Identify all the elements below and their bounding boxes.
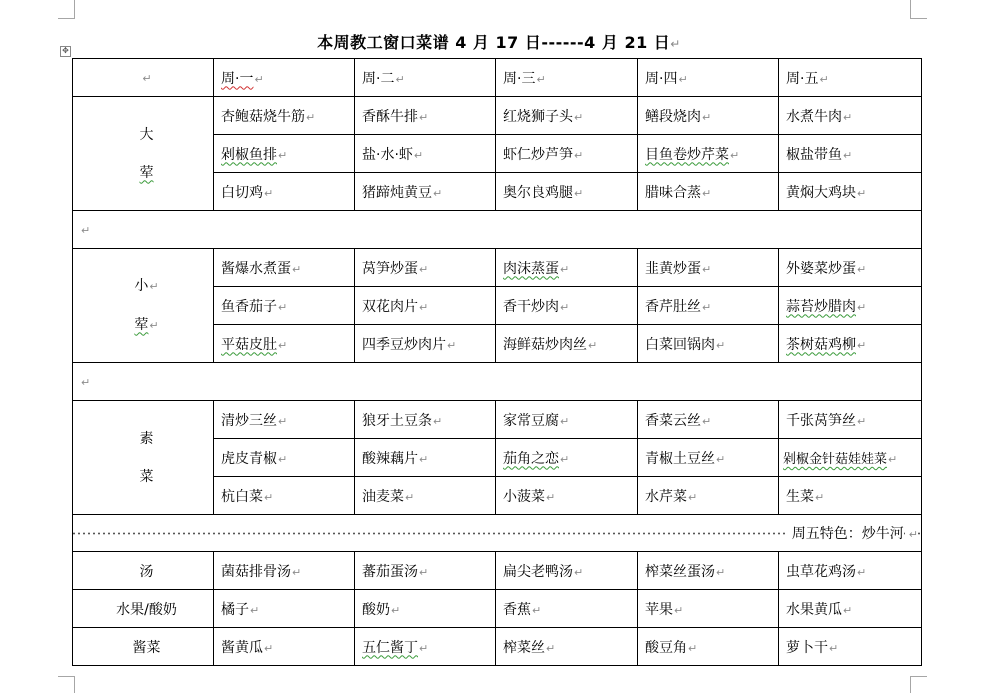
dish-cell: 萝卜干↵ — [779, 628, 922, 666]
day-header: 周·三↵ — [496, 59, 638, 97]
table-row — [73, 249, 922, 287]
dish-cell: 菌菇排骨汤↵ — [214, 552, 355, 590]
dish-cell: 水芹菜↵ — [638, 477, 779, 515]
table-row — [73, 628, 922, 666]
dish-cell: 酸辣藕片↵ — [355, 439, 496, 477]
dish-cell: 红烧狮子头↵ — [496, 97, 638, 135]
dish-cell: 虾仁炒芦笋↵ — [496, 135, 638, 173]
category-label-sucai: 素 菜 — [73, 401, 214, 515]
category-label-fruit-yogurt: 水果/酸奶 — [73, 590, 214, 628]
day-header: 周·一↵ — [214, 59, 355, 97]
crop-mark-bottom-left — [58, 676, 75, 693]
category-label-xiaohun: 小↵ 荤↵ — [73, 249, 214, 363]
dish-cell: 香酥牛排↵ — [355, 97, 496, 135]
dish-cell: 酸奶↵ — [355, 590, 496, 628]
dish-cell: 蕃茄蛋汤↵ — [355, 552, 496, 590]
dish-cell: 生菜↵ — [779, 477, 922, 515]
dish-cell: 狼牙土豆条↵ — [355, 401, 496, 439]
dish-cell: 虎皮青椒↵ — [214, 439, 355, 477]
dish-cell: 剁椒金针菇娃娃菜↵ — [779, 439, 922, 477]
dish-cell: 扁尖老鸭汤↵ — [496, 552, 638, 590]
dish-cell: 莴笋炒蛋↵ — [355, 249, 496, 287]
dish-cell: 酱黄瓜↵ — [214, 628, 355, 666]
crop-mark-bottom-right — [910, 676, 927, 693]
dish-cell: 蒜苔炒腊肉↵ — [779, 287, 922, 325]
dish-cell: 奥尔良鸡腿↵ — [496, 173, 638, 211]
spacer-row — [73, 363, 922, 401]
dish-cell: 茄角之恋↵ — [496, 439, 638, 477]
dish-cell: 橘子↵ — [214, 590, 355, 628]
dish-cell: 剁椒鱼排↵ — [214, 135, 355, 173]
dish-cell: 五仁酱丁↵ — [355, 628, 496, 666]
dish-cell: 苹果↵ — [638, 590, 779, 628]
dish-cell: 香蕉↵ — [496, 590, 638, 628]
dish-cell: 黄焖大鸡块↵ — [779, 173, 922, 211]
dish-cell: 盐·水·虾↵ — [355, 135, 496, 173]
dish-cell: 鳝段烧肉↵ — [638, 97, 779, 135]
dish-cell: 四季豆炒肉片↵ — [355, 325, 496, 363]
dish-cell: 榨菜丝蛋汤↵ — [638, 552, 779, 590]
crop-mark-top-left — [58, 0, 75, 19]
empty-paragraph-cell: ↵ — [73, 211, 922, 249]
dish-cell: 目鱼卷炒芹菜↵ — [638, 135, 779, 173]
dish-cell: 酱爆水煮蛋↵ — [214, 249, 355, 287]
table-row — [73, 590, 922, 628]
day-header: 周·四↵ — [638, 59, 779, 97]
table-row — [73, 401, 922, 439]
dish-cell: 平菇皮肚↵ — [214, 325, 355, 363]
dish-cell: 千张莴笋丝↵ — [779, 401, 922, 439]
dish-cell: 油麦菜↵ — [355, 477, 496, 515]
day-header: 周·五↵ — [779, 59, 922, 97]
dish-cell: 茶树菇鸡柳↵ — [779, 325, 922, 363]
dish-cell: 猪蹄炖黄豆↵ — [355, 173, 496, 211]
dish-cell: 香菜云丝↵ — [638, 401, 779, 439]
corner-cell: ↵ — [73, 59, 214, 97]
special-note-row — [73, 515, 922, 552]
dish-cell: 鱼香茄子↵ — [214, 287, 355, 325]
dish-cell: 水煮牛肉↵ — [779, 97, 922, 135]
dish-cell: 虫草花鸡汤↵ — [779, 552, 922, 590]
category-label-dahun: 大 荤 — [73, 97, 214, 211]
page-title: 本周教工窗口菜谱 4 月 17 日------4 月 21 日↵ — [317, 33, 681, 52]
dish-cell: 双花肉片↵ — [355, 287, 496, 325]
day-header: 周·二↵ — [355, 59, 496, 97]
dish-cell: 清炒三丝↵ — [214, 401, 355, 439]
category-label-soup: 汤 — [73, 552, 214, 590]
dish-cell: 杭白菜↵ — [214, 477, 355, 515]
dish-cell: 杏鲍菇烧牛筋↵ — [214, 97, 355, 135]
dish-cell: 白菜回锅肉↵ — [638, 325, 779, 363]
dish-cell: 肉沫蒸蛋↵ — [496, 249, 638, 287]
dish-cell: 香芹肚丝↵ — [638, 287, 779, 325]
table-row — [73, 552, 922, 590]
spacer-row — [73, 211, 922, 249]
special-note: 周五特色：炒牛河 ↵ — [73, 515, 922, 552]
dish-cell: 水果黄瓜↵ — [779, 590, 922, 628]
dish-cell: 家常豆腐↵ — [496, 401, 638, 439]
dish-cell: 酸豆角↵ — [638, 628, 779, 666]
dish-cell: 小菠菜↵ — [496, 477, 638, 515]
menu-table — [72, 58, 922, 666]
crop-mark-top-right — [910, 0, 927, 19]
table-row — [73, 97, 922, 135]
dish-cell: 青椒土豆丝↵ — [638, 439, 779, 477]
table-move-handle-icon[interactable]: ✥ — [60, 46, 71, 57]
day-header-row — [73, 59, 922, 97]
empty-paragraph-cell: ↵ — [73, 363, 922, 401]
paragraph-mark-icon: ↵ — [670, 37, 681, 51]
dish-cell: 香干炒肉↵ — [496, 287, 638, 325]
dish-cell: 韭黄炒蛋↵ — [638, 249, 779, 287]
dish-cell: 腊味合蒸↵ — [638, 173, 779, 211]
dish-cell: 椒盐带鱼↵ — [779, 135, 922, 173]
dish-cell: 白切鸡↵ — [214, 173, 355, 211]
dish-cell: 榨菜丝↵ — [496, 628, 638, 666]
dish-cell: 海鲜菇炒肉丝↵ — [496, 325, 638, 363]
dish-cell: 外婆菜炒蛋↵ — [779, 249, 922, 287]
category-label-pickles: 酱菜 — [73, 628, 214, 666]
